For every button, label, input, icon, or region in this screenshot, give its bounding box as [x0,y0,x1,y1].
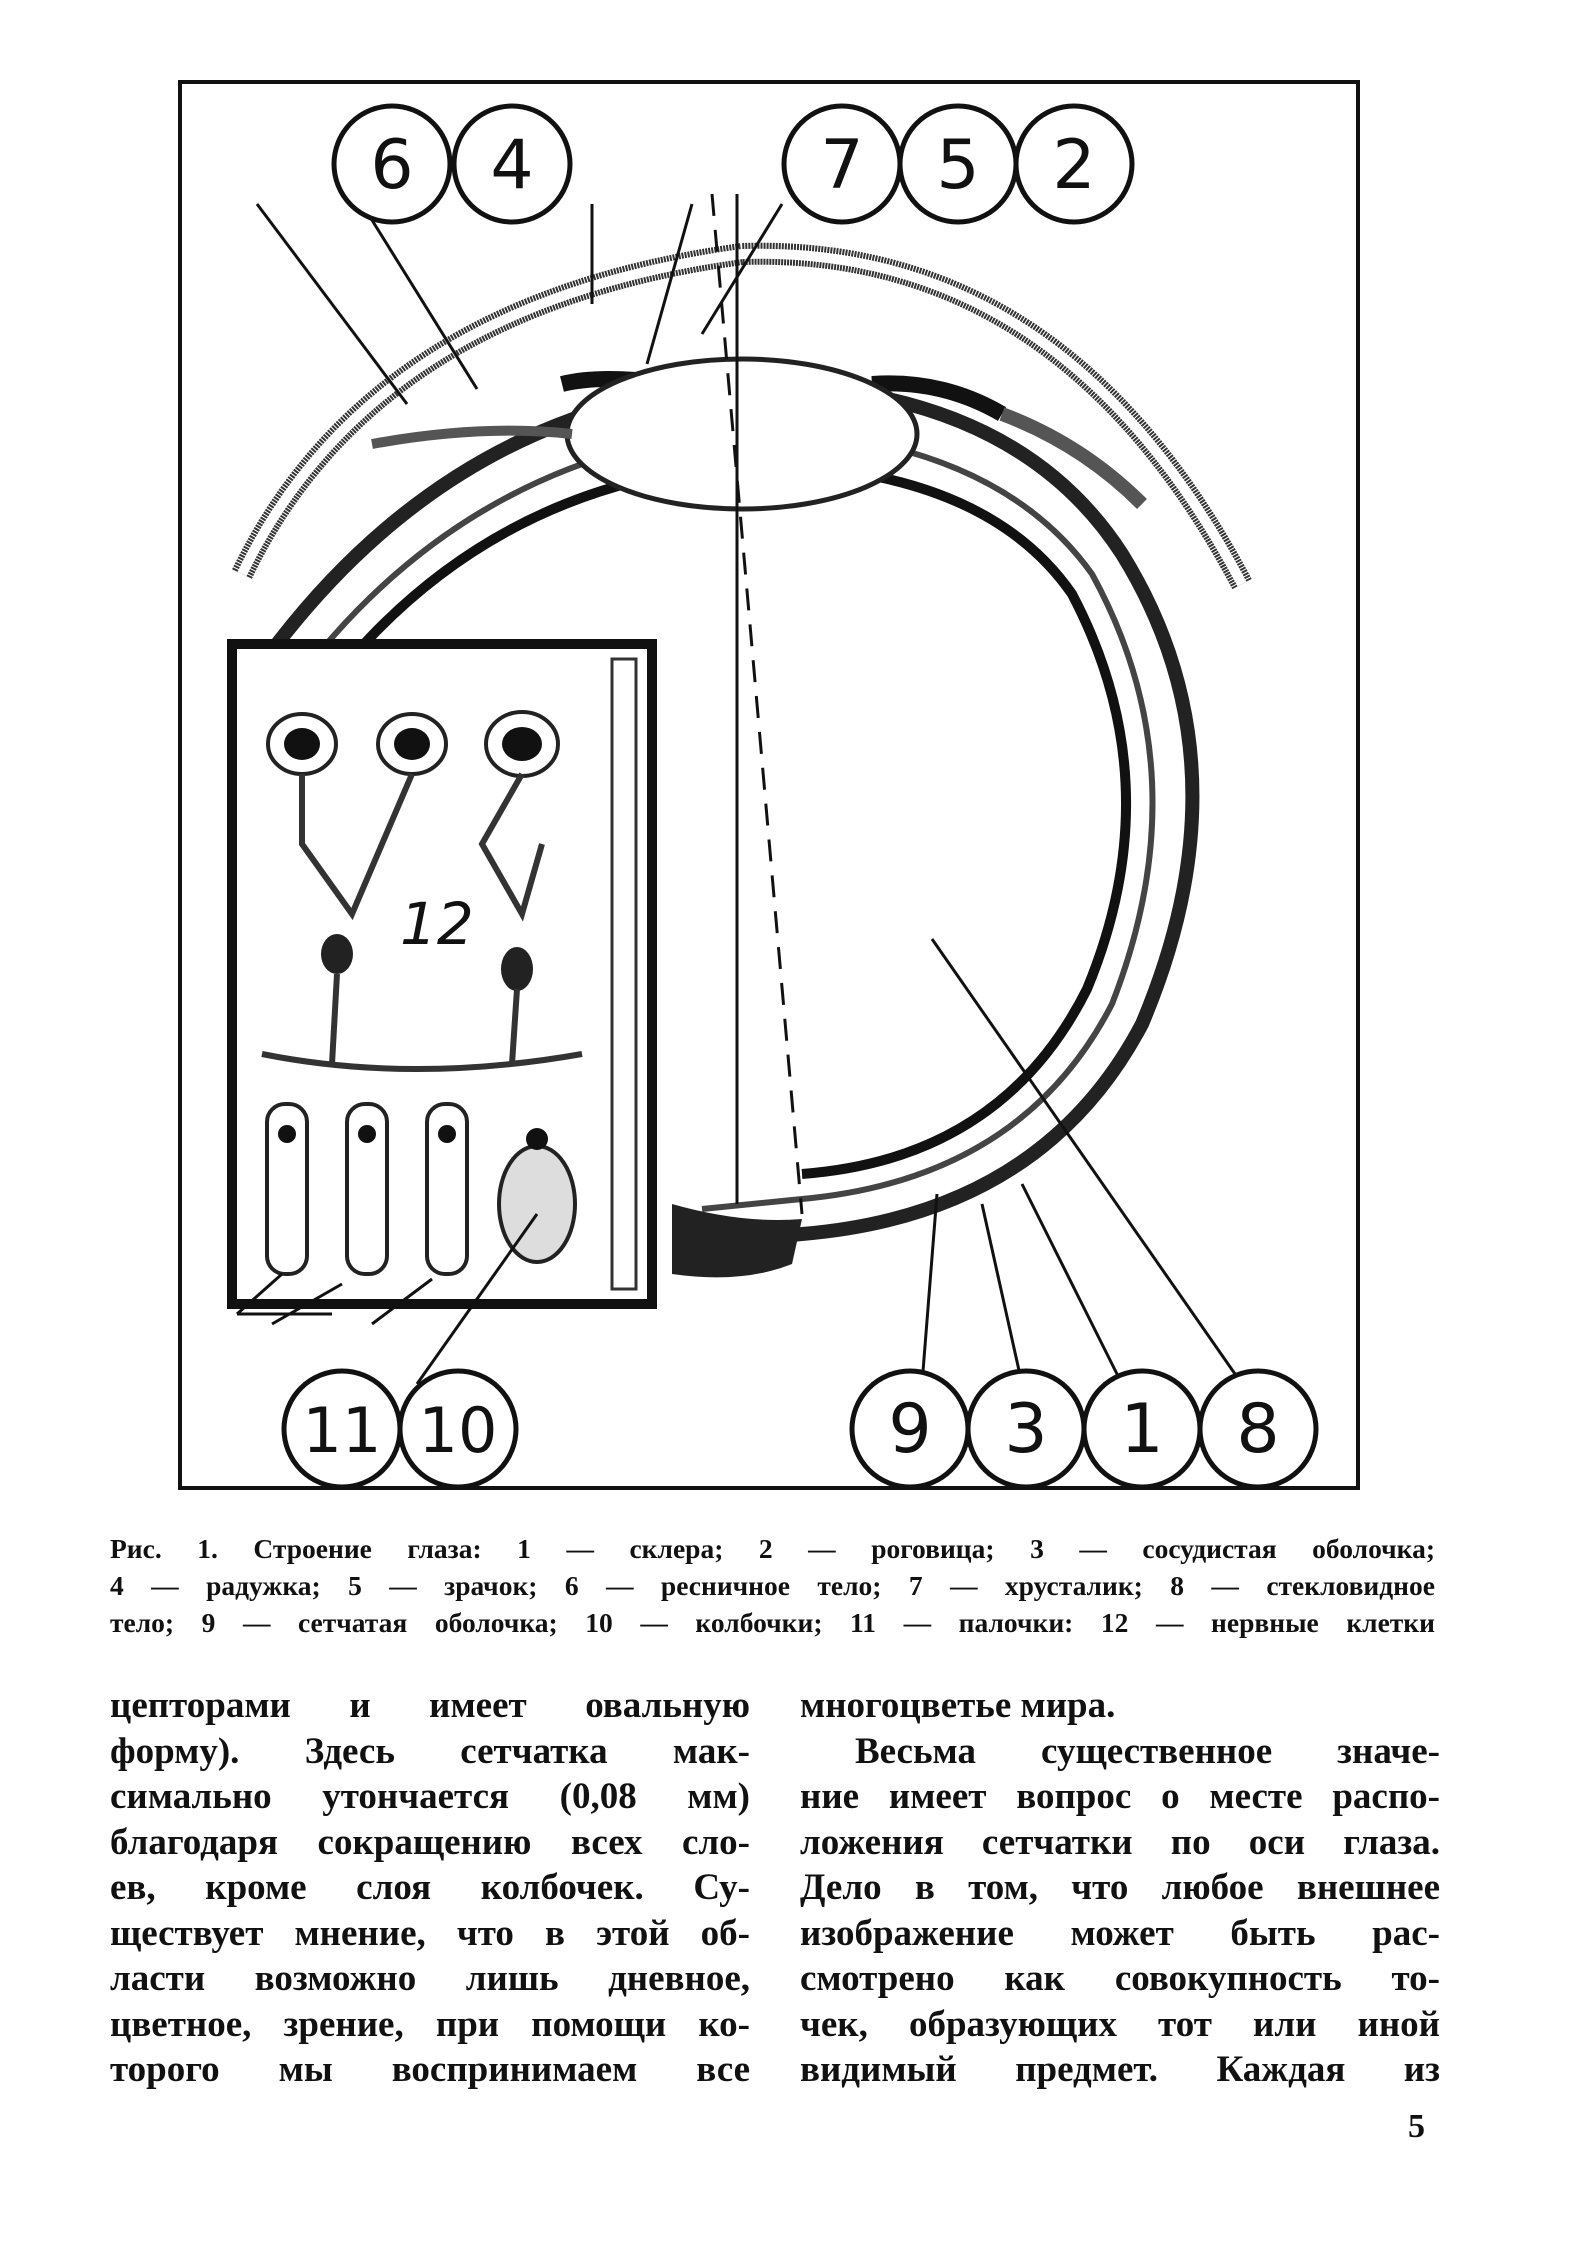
label-9: 9 [888,1390,932,1469]
text-line: цветное, зрение, при помощи ко- [110,2003,750,2045]
caption-line: Рис. 1. Строение глаза: 1 — склера; 2 — роговица; 3 — сосудистая оболочка; [110,1533,1435,1564]
text-line: ществует мнение, что в этой об- [110,1912,750,1954]
text-line: симально утончается (0,08 мм) [110,1776,750,1817]
text-line: чек, образующих тот или иной [800,2003,1440,2045]
text-line: цепторами и имеет овальную [110,1685,750,1726]
label-1: 1 [1120,1390,1164,1469]
text-line: форму). Здесь сетчатка мак- [110,1730,750,1772]
inset-label-12: 12 [400,890,474,958]
label-6: 6 [370,126,414,205]
caption-line: тело; 9 — сетчатая оболочка; 10 — колбочки; 11 — палочки: 12 — нервные клетки [110,1607,1435,1638]
label-7: 7 [820,126,864,205]
top-labels [334,106,1132,222]
label-4: 4 [490,126,534,205]
text-line: торого мы воспринимаем все [110,2049,750,2090]
left-text-column [110,1683,750,2093]
label-3: 3 [1004,1390,1048,1469]
label-5: 5 [936,126,980,205]
paragraph-start: Весьма существенное значе- [855,1730,1440,1772]
text-line: ложения сетчатки по оси глаза. [800,1821,1440,1863]
text-line: ласти возможно лишь дневное, [110,1958,750,1999]
label-10: 10 [418,1394,498,1467]
label-8: 8 [1236,1390,1280,1469]
figure-caption [110,1530,1435,1641]
right-text-column [800,1683,1440,2093]
visual-axis [712,194,802,1214]
text-line: многоцветье мира. [800,1685,1116,1726]
bottom-labels [284,1371,1316,1486]
optic-nerve [672,1204,802,1277]
label-2: 2 [1052,126,1096,205]
caption-line: 4 — радужка; 5 — зрачок; 6 — ресничное тело; 7 — хрусталик; 8 — стекловидное [110,1570,1435,1601]
eye-structure-figure [178,80,1360,1490]
lens [567,359,917,509]
text-line: смотрено как совокупность то- [800,1958,1440,1999]
text-line: изображение может быть рас- [800,1912,1440,1954]
text-line: ние имеет вопрос о месте распо- [800,1776,1440,1817]
eye-diagram [182,84,1356,1486]
page-number: 5 [1408,2108,1425,2145]
label-11: 11 [302,1394,382,1467]
text-line: благодаря сокращению всех сло- [110,1821,750,1863]
text-line: видимый предмет. Каждая из [800,2049,1440,2090]
text-line: Дело в том, что любое внешнее [800,1867,1440,1908]
text-line: ев, кроме слоя колбочек. Су- [110,1867,750,1908]
